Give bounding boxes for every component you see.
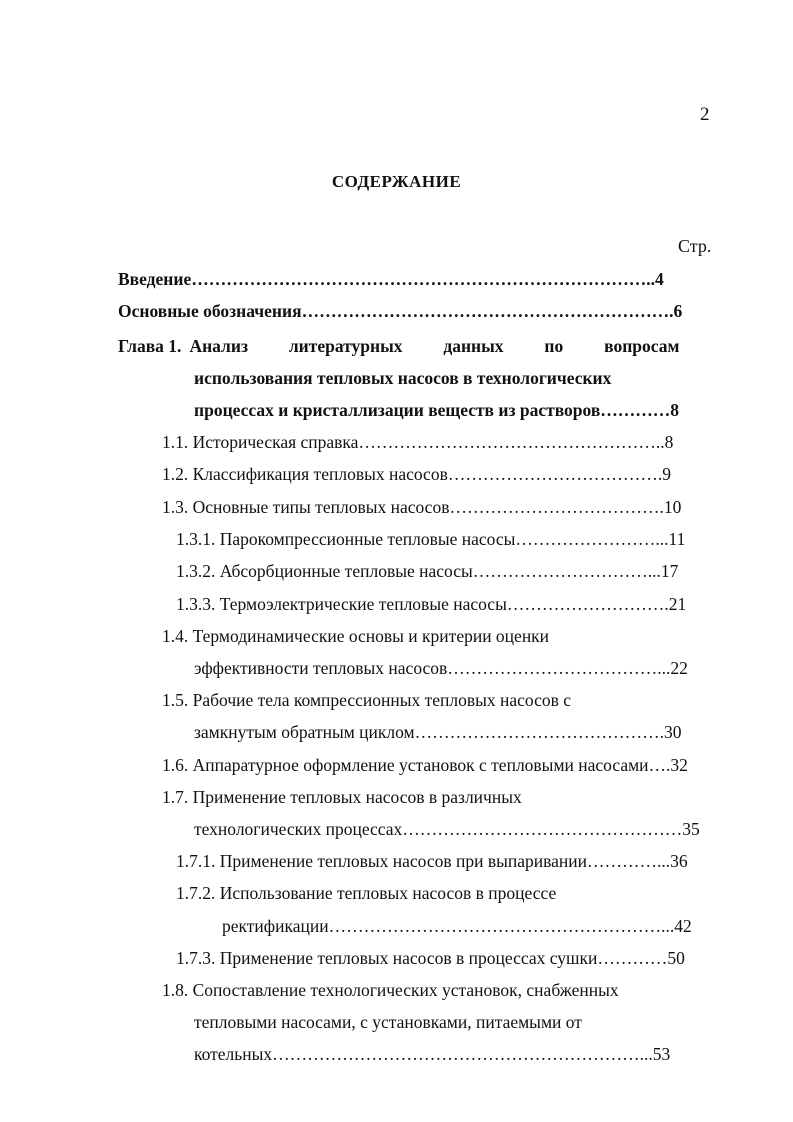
toc-entry-1-7-2-cont: ректификации…………………………………………………...42 bbox=[222, 916, 692, 936]
toc-entry-introduction: Введение……………………………………………………………………..4 bbox=[118, 269, 664, 289]
toc-entry-1-4: 1.4. Термодинамические основы и критерии оценки bbox=[162, 626, 550, 646]
toc-entry-1-4-cont: эффективности тепловых насосов………………………………...22 bbox=[194, 658, 688, 678]
page-column-label: Стр. bbox=[678, 236, 712, 256]
toc-entry-1-7-3: 1.7.3. Применение тепловых насосов в процессах сушки…………50 bbox=[176, 948, 685, 968]
toc-entry-1-7: 1.7. Применение тепловых насосов в различных bbox=[162, 787, 522, 807]
toc-entry-1-2: 1.2. Классификация тепловых насосов……………………………….9 bbox=[162, 464, 671, 484]
chapter-title-first-line bbox=[189, 335, 679, 357]
toc-entry-1-5: 1.5. Рабочие тела компрессионных тепловых насосов с bbox=[162, 690, 572, 710]
toc-entry-1-7-1: 1.7.1. Применение тепловых насосов при выпаривании…………...36 bbox=[176, 851, 688, 871]
toc-entry-notation: Основные обозначения……………………………………………………….6 bbox=[118, 301, 683, 321]
toc-entry-1-8: 1.8. Сопоставление технологических установок, снабженных bbox=[162, 980, 619, 1000]
toc-entry-chapter1-line3: процессах и кристаллизации веществ из растворов…………8 bbox=[194, 400, 680, 420]
toc-entry-1-1: 1.1. Историческая справка……………………………………………..8 bbox=[162, 432, 674, 452]
toc-entry-1-7-2: 1.7.2. Использование тепловых насосов в процессе bbox=[176, 883, 557, 903]
chapter-title-word: Анализ bbox=[189, 336, 248, 356]
toc-entry-1-8-cont2: котельных………………………………………………………...53 bbox=[194, 1044, 671, 1064]
toc-entry-1-3: 1.3. Основные типы тепловых насосов……………………………….10 bbox=[162, 497, 682, 517]
page-title: СОДЕРЖАНИЕ bbox=[331, 172, 462, 191]
toc-entry-chapter1-heading bbox=[118, 335, 679, 357]
toc-entry-1-8-cont1: тепловыми насосами, с установками, питаемыми от bbox=[194, 1012, 582, 1032]
toc-entry-1-5-cont: замкнутым обратным циклом…………………………………….30 bbox=[194, 722, 682, 742]
chapter-title-word: вопросам bbox=[604, 336, 680, 356]
chapter-title-word: литературных bbox=[288, 336, 403, 356]
toc-entry-1-3-2: 1.3.2. Абсорбционные тепловые насосы…………………………...17 bbox=[176, 561, 679, 581]
toc-entry-1-3-1: 1.3.1. Парокомпрессионные тепловые насосы……………………...11 bbox=[176, 529, 686, 549]
toc-entry-1-6: 1.6. Аппаратурное оформление установок с тепловыми насосами….32 bbox=[162, 755, 688, 775]
page-number: 2 bbox=[700, 104, 710, 125]
toc-entry-1-7-cont: технологических процессах…………………………………………35 bbox=[194, 819, 700, 839]
chapter-title-word: по bbox=[544, 336, 564, 356]
toc-entry-chapter1-line2: использования тепловых насосов в технологических bbox=[194, 368, 612, 388]
chapter-number: Глава 1. bbox=[118, 336, 182, 356]
chapter-title-word: данных bbox=[443, 336, 504, 356]
toc-entry-1-3-3: 1.3.3. Термоэлектрические тепловые насосы……………………….21 bbox=[176, 594, 687, 614]
